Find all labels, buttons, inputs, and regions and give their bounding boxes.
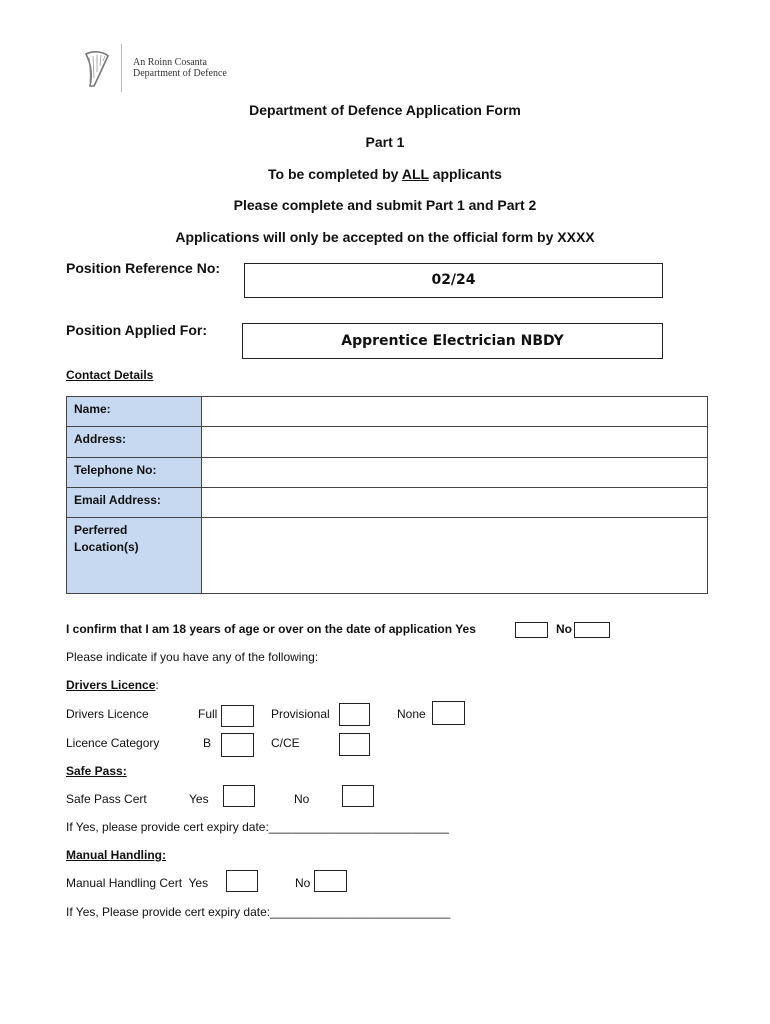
- logo-irish-name: An Roinn Cosanta: [133, 57, 207, 68]
- name-label: Name:: [67, 397, 202, 427]
- category-b-checkbox[interactable]: [221, 733, 254, 757]
- preferred-location-field[interactable]: [202, 518, 708, 594]
- safe-pass-yes-checkbox[interactable]: [223, 785, 255, 807]
- table-row: [67, 427, 708, 458]
- official-form-notice: Applications will only be accepted on the official form by XXXX: [175, 229, 595, 245]
- manual-handling-no-label: No: [295, 876, 311, 890]
- drivers-licence-heading: [66, 678, 159, 692]
- manual-handling-cert-label: Manual Handling Cert Yes: [66, 876, 209, 890]
- provisional-label: Provisional: [271, 707, 330, 721]
- address-label: Address:: [67, 427, 202, 458]
- category-cce-label: C/CE: [271, 736, 300, 750]
- telephone-field[interactable]: [202, 458, 708, 488]
- safe-pass-cert-label: Safe Pass Cert: [66, 792, 147, 806]
- safe-pass-yes-label: Yes: [189, 792, 209, 806]
- completed-by-suffix: applicants: [428, 166, 502, 182]
- email-field[interactable]: [202, 488, 708, 518]
- table-row: [67, 518, 708, 594]
- completed-by-line: [0, 166, 770, 182]
- manual-handling-no-checkbox[interactable]: [314, 870, 347, 892]
- none-checkbox[interactable]: [432, 701, 465, 725]
- completed-by-emphasis: ALL: [401, 166, 429, 182]
- email-label: Email Address:: [67, 488, 202, 518]
- age-no-label: No: [556, 622, 572, 636]
- full-checkbox[interactable]: [221, 705, 254, 727]
- none-label: None: [397, 707, 426, 721]
- position-applied-label: Position Applied For:: [66, 322, 208, 338]
- safe-pass-no-label: No: [294, 792, 310, 806]
- full-label: Full: [198, 707, 218, 721]
- preferred-location-label: Perferred Location(s): [67, 518, 202, 594]
- logo-text: [133, 57, 227, 79]
- logo-english-name: Department of Defence: [133, 68, 227, 79]
- logo-divider: [121, 44, 122, 92]
- table-row: [67, 488, 708, 518]
- safe-pass-expiry-field[interactable]: If Yes, please provide cert expiry date:___________________________: [66, 820, 449, 834]
- position-reference-label: Position Reference No:: [66, 260, 221, 276]
- telephone-label: Telephone No:: [67, 458, 202, 488]
- table-row: [67, 397, 708, 427]
- safe-pass-heading: Safe Pass:: [66, 764, 127, 778]
- form-title: Department of Defence Application Form: [249, 102, 521, 118]
- manual-handling-yes-checkbox[interactable]: [226, 870, 258, 892]
- completed-by-prefix: To be completed by: [268, 166, 402, 182]
- manual-handling-expiry-field[interactable]: If Yes, Please provide cert expiry date:___________________________: [66, 905, 451, 919]
- licence-category-label: Licence Category: [66, 736, 160, 750]
- name-field[interactable]: [202, 397, 708, 427]
- position-reference-field[interactable]: 02/24: [244, 263, 663, 298]
- position-applied-field[interactable]: Apprentice Electrician NBDY: [242, 323, 663, 359]
- age-confirmation-text: I confirm that I am 18 years of age or over on the date of application Yes: [66, 622, 476, 636]
- contact-details-heading: Contact Details: [66, 368, 154, 382]
- harp-icon: [80, 48, 112, 90]
- safe-pass-no-checkbox[interactable]: [342, 785, 374, 807]
- category-cce-checkbox[interactable]: [339, 733, 370, 756]
- address-field[interactable]: [202, 427, 708, 458]
- submit-instruction: Please complete and submit Part 1 and Part 2: [233, 197, 537, 213]
- age-no-checkbox[interactable]: [574, 622, 610, 638]
- drivers-licence-heading-colon: :: [155, 678, 159, 692]
- table-row: [67, 458, 708, 488]
- indicate-instruction: Please indicate if you have any of the following:: [66, 650, 319, 664]
- part-label: Part 1: [365, 134, 405, 150]
- age-yes-checkbox[interactable]: [515, 622, 548, 638]
- drivers-licence-heading-text: Drivers Licence: [66, 678, 156, 692]
- drivers-licence-label: Drivers Licence: [66, 707, 149, 721]
- provisional-checkbox[interactable]: [339, 703, 370, 726]
- contact-details-table: [66, 396, 708, 594]
- manual-handling-heading: Manual Handling:: [66, 848, 166, 862]
- category-b-label: B: [203, 736, 212, 750]
